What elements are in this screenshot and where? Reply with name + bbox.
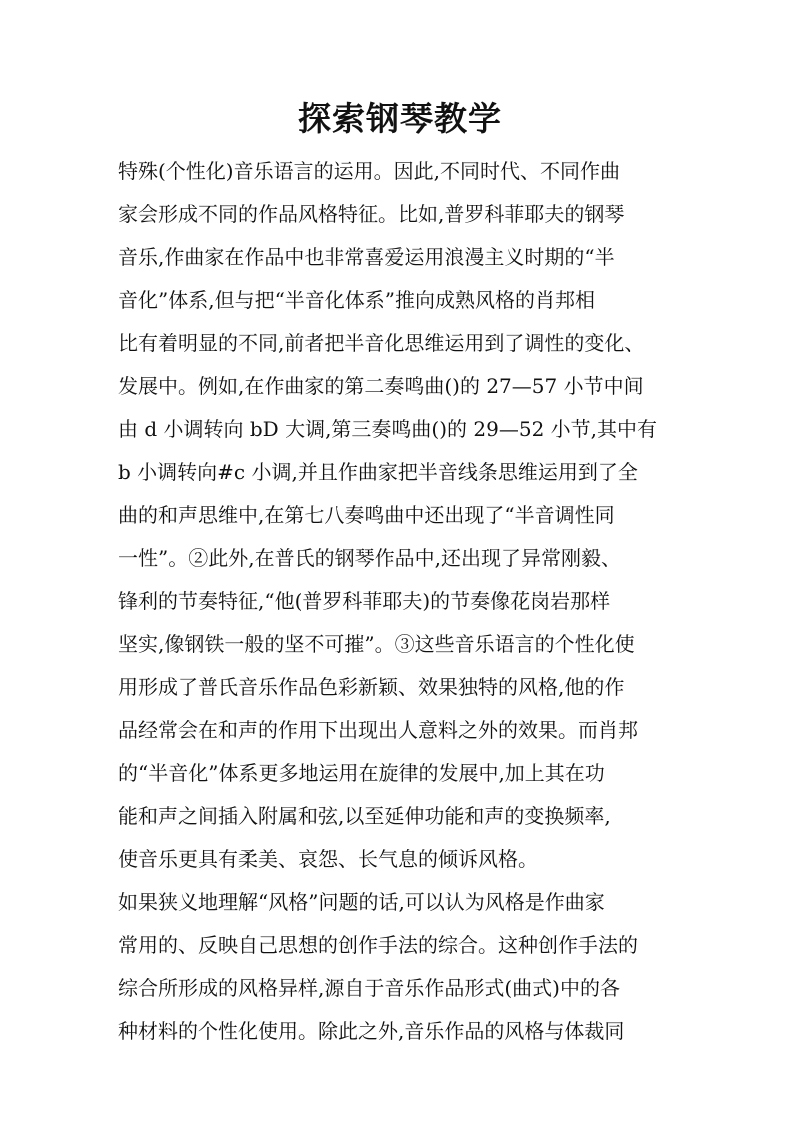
text-line: 锋利的节奏特征,“他(普罗科菲耶夫)的节奏像花岗岩那样 <box>118 589 611 613</box>
text-line: 能和声之间插入附属和弦,以至延伸功能和声的变换频率, <box>118 804 611 828</box>
text-line: 用形成了普氏音乐作品色彩新颖、效果独特的风格,他的作 <box>118 675 625 699</box>
text-line: 坚实,像钢铁一般的坚不可摧”。③这些音乐语言的个性化使 <box>118 632 635 656</box>
text-line: 综合所形成的风格异样,源自于音乐作品形式(曲式)中的各 <box>118 976 620 1000</box>
text-line: 家会形成不同的作品风格特征。比如,普罗科菲耶夫的钢琴 <box>118 202 625 226</box>
text-line: 音化”体系,但与把“半音化体系”推向成熟风格的肖邦相 <box>118 288 596 312</box>
text-line: 发展中。例如,在作曲家的第二奏鸣曲()的 27—57 小节中间 <box>118 374 644 398</box>
body-text <box>118 150 688 1053</box>
text-line: 音乐,作曲家在作品中也非常喜爱运用浪漫主义时期的“半 <box>118 245 615 269</box>
text-line: 一性”。②此外,在普氏的钢琴作品中,还出现了异常刚毅、 <box>118 546 621 570</box>
text-line: 特殊(个性化)音乐语言的运用。因此,不同时代、不同作曲 <box>118 159 620 183</box>
text-line: 比有着明显的不同,前者把半音化思维运用到了调性的变化、 <box>118 331 645 355</box>
text-line: 种材料的个性化使用。除此之外,音乐作品的风格与体裁同 <box>118 1019 625 1043</box>
text-line: 由 d 小调转向 bD 大调,第三奏鸣曲()的 29—52 小节,其中有 <box>118 417 658 441</box>
text-line: 品经常会在和声的作用下出现出人意料之外的效果。而肖邦 <box>118 718 638 742</box>
text-line: 如果狭义地理解“风格”问题的话,可以认为风格是作曲家 <box>118 890 605 914</box>
text-line: 常用的、反映自己思想的创作手法的综合。这种创作手法的 <box>118 933 638 957</box>
text-line: 曲的和声思维中,在第七八奏鸣曲中还出现了“半音调性同 <box>118 503 615 527</box>
text-line: 使音乐更具有柔美、哀怨、长气息的倾诉风格。 <box>118 847 538 871</box>
text-line: 的“半音化”体系更多地运用在旋律的发展中,加上其在功 <box>118 761 605 785</box>
text-line: b 小调转向#c 小调,并且作曲家把半音线条思维运用到了全 <box>118 460 638 484</box>
page-title: 探索钢琴教学 <box>298 99 502 138</box>
